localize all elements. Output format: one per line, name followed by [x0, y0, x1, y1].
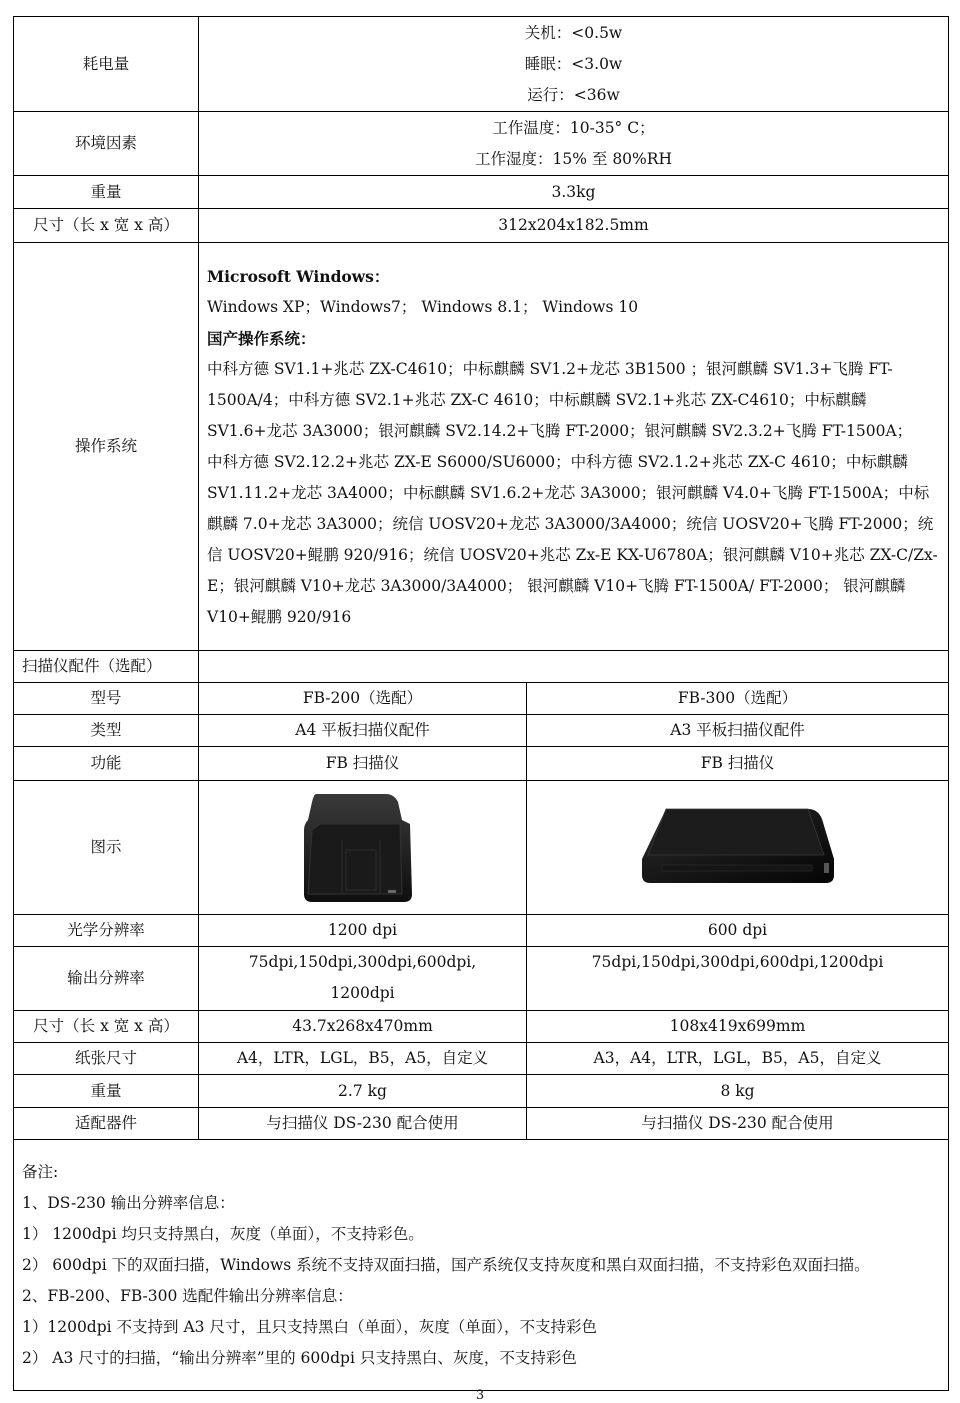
accessory-adapter-row — [14, 1108, 949, 1140]
accessory-section-row — [14, 651, 949, 683]
os-domestic-paragraph-1: 中科方德 SV1.1+兆芯 ZX-C4610；中标麒麟 SV1.2+龙芯 3B1500 ；银河麒麟 SV1.3+飞腾 FT-1500A/4；中科方德 SV2.1+兆芯 ZX-C 4610；中标麒麟 SV2.1+兆芯 ZX-C4610；中标麒麟 SV1.6+龙芯 3A3000；银河麒麟 SV2.14.2+飞腾 FT-2000；银河麒麟 SV2.3.2+飞腾 FT-1500A； — [207, 359, 913, 440]
power-value — [199, 17, 949, 112]
function-fb200: FB 扫描仪 — [199, 747, 527, 781]
adapter-label: 适配器件 — [14, 1108, 199, 1140]
size-fb200: 43.7x268x470mm — [199, 1011, 527, 1043]
environment-temp: 工作温度：10-35° C； — [492, 118, 655, 137]
type-fb300: A3 平板扫描仪配件 — [527, 715, 949, 747]
accessory-paper-row — [14, 1043, 949, 1075]
image-fb200 — [199, 781, 527, 915]
notes-row — [14, 1140, 949, 1391]
image-fb300 — [527, 781, 949, 915]
os-domestic-heading: 国产操作系统： — [207, 328, 316, 348]
adapter-fb300: 与扫描仪 DS-230 配合使用 — [527, 1108, 949, 1140]
notes-item-1: 1、DS-230 输出分辨率信息： — [22, 1193, 235, 1212]
environment-humidity: 工作湿度：15% 至 80%RH — [475, 149, 672, 168]
accessory-weight-row — [14, 1075, 949, 1108]
function-fb300: FB 扫描仪 — [527, 747, 949, 781]
notes-item-2a: 1）1200dpi 不支持到 A3 尺寸，且只支持黑白（单面），灰度（单面），不支持彩色 — [22, 1317, 597, 1336]
type-fb200: A4 平板扫描仪配件 — [199, 715, 527, 747]
os-label: 操作系统 — [14, 243, 199, 651]
os-windows-list: Windows XP；Windows7； Windows 8.1； Windows 10 — [207, 297, 639, 316]
accessory-model-row — [14, 683, 949, 715]
dimensions-label: 尺寸（长 x 宽 x 高） — [14, 209, 199, 243]
fb200-scanner-image — [298, 790, 428, 906]
os-domestic-paragraph-2: 中科方德 SV2.12.2+兆芯 ZX-E S6000/SU6000；中科方德 SV2.1.2+兆芯 ZX-C 4610；中标麒麟 SV1.11.2+龙芯 3A4000；中标麒麟 SV1.6.2+龙芯 3A3000；银河麒麟 V4.0+飞腾 FT-1500A；中标麒麟 7.0+龙芯 3A3000；统信 UOSV20+龙芯 3A3000/3A4000；统信 UOSV20+飞腾 FT-2000；统信 UOSV20+鲲鹏 920/916；统信 UOSV20+兆芯 Zx-E KX-U6780A；银河麒麟 V10+兆芯 ZX-C/Zx-E；银河麒麟 V10+龙芯 3A3000/3A4000； 银河麒麟 V10+飞腾 FT-1500A/ FT-2000； 银河麒麟 V10+鲲鹏 920/916 — [207, 452, 938, 626]
output-label: 输出分辨率 — [14, 947, 199, 1011]
accessory-size-row — [14, 1011, 949, 1043]
accessory-optical-row — [14, 915, 949, 947]
weight-fb200: 2.7 kg — [199, 1075, 527, 1108]
dimensions-row — [14, 209, 949, 243]
notes-item-1a: 1） 1200dpi 均只支持黑白，灰度（单面），不支持彩色。 — [22, 1224, 424, 1243]
model-fb200: FB-200（选配） — [199, 683, 527, 715]
weight-row — [14, 176, 949, 209]
environment-value — [199, 112, 949, 176]
accessory-weight-label: 重量 — [14, 1075, 199, 1108]
weight-label: 重量 — [14, 176, 199, 209]
power-sleep: 睡眠：<3.0w — [524, 54, 623, 73]
os-value — [199, 243, 949, 651]
dimensions-value: 312x204x182.5mm — [199, 209, 949, 243]
paper-fb300: A3，A4，LTR，LGL，B5，A5，自定义 — [527, 1043, 949, 1075]
paper-fb200: A4，LTR，LGL，B5，A5，自定义 — [199, 1043, 527, 1075]
size-label: 尺寸（长 x 宽 x 高） — [14, 1011, 199, 1043]
output-fb300: 75dpi,150dpi,300dpi,600dpi,1200dpi — [527, 947, 949, 1011]
weight-value: 3.3kg — [199, 176, 949, 209]
os-windows-heading: Microsoft Windows： — [207, 266, 390, 286]
accessory-section-label: 扫描仪配件（选配） — [14, 651, 199, 683]
spec-table — [13, 16, 949, 1391]
page-number: 3 — [475, 1388, 485, 1403]
notes-item-2b: 2） A3 尺寸的扫描，“输出分辨率”里的 600dpi 只支持黑白、灰度，不支持彩色 — [22, 1348, 577, 1367]
power-run: 运行：<36w — [527, 85, 620, 104]
power-row — [14, 17, 949, 112]
paper-label: 纸张尺寸 — [14, 1043, 199, 1075]
notes-item-1b: 2） 600dpi 下的双面扫描，Windows 系统不支持双面扫描，国产系统仅支持灰度和黑白双面扫描，不支持彩色双面扫描。 — [22, 1255, 870, 1274]
optical-label: 光学分辨率 — [14, 915, 199, 947]
os-row — [14, 243, 949, 651]
fb300-scanner-image — [638, 803, 838, 893]
notes-item-2: 2、FB-200、FB-300 选配件输出分辨率信息： — [22, 1286, 353, 1305]
image-label: 图示 — [14, 781, 199, 915]
function-label: 功能 — [14, 747, 199, 781]
power-label: 耗电量 — [14, 17, 199, 112]
notes-cell — [14, 1140, 949, 1391]
weight-fb300: 8 kg — [527, 1075, 949, 1108]
accessory-function-row — [14, 747, 949, 781]
size-fb300: 108x419x699mm — [527, 1011, 949, 1043]
model-fb300: FB-300（选配） — [527, 683, 949, 715]
adapter-fb200: 与扫描仪 DS-230 配合使用 — [199, 1108, 527, 1140]
output-fb200-line-1: 75dpi,150dpi,300dpi,600dpi, — [248, 953, 477, 971]
accessory-output-row — [14, 947, 949, 1011]
type-label: 类型 — [14, 715, 199, 747]
power-off: 关机：<0.5w — [524, 23, 623, 42]
accessory-type-row — [14, 715, 949, 747]
notes-title: 备注: — [22, 1162, 59, 1181]
optical-fb300: 600 dpi — [527, 915, 949, 947]
accessory-section-empty — [199, 651, 949, 683]
output-fb200 — [199, 947, 527, 1011]
accessory-image-row — [14, 781, 949, 915]
output-fb200-line-2: 1200dpi — [330, 984, 395, 1002]
model-label: 型号 — [14, 683, 199, 715]
environment-row — [14, 112, 949, 176]
optical-fb200: 1200 dpi — [199, 915, 527, 947]
environment-label: 环境因素 — [14, 112, 199, 176]
